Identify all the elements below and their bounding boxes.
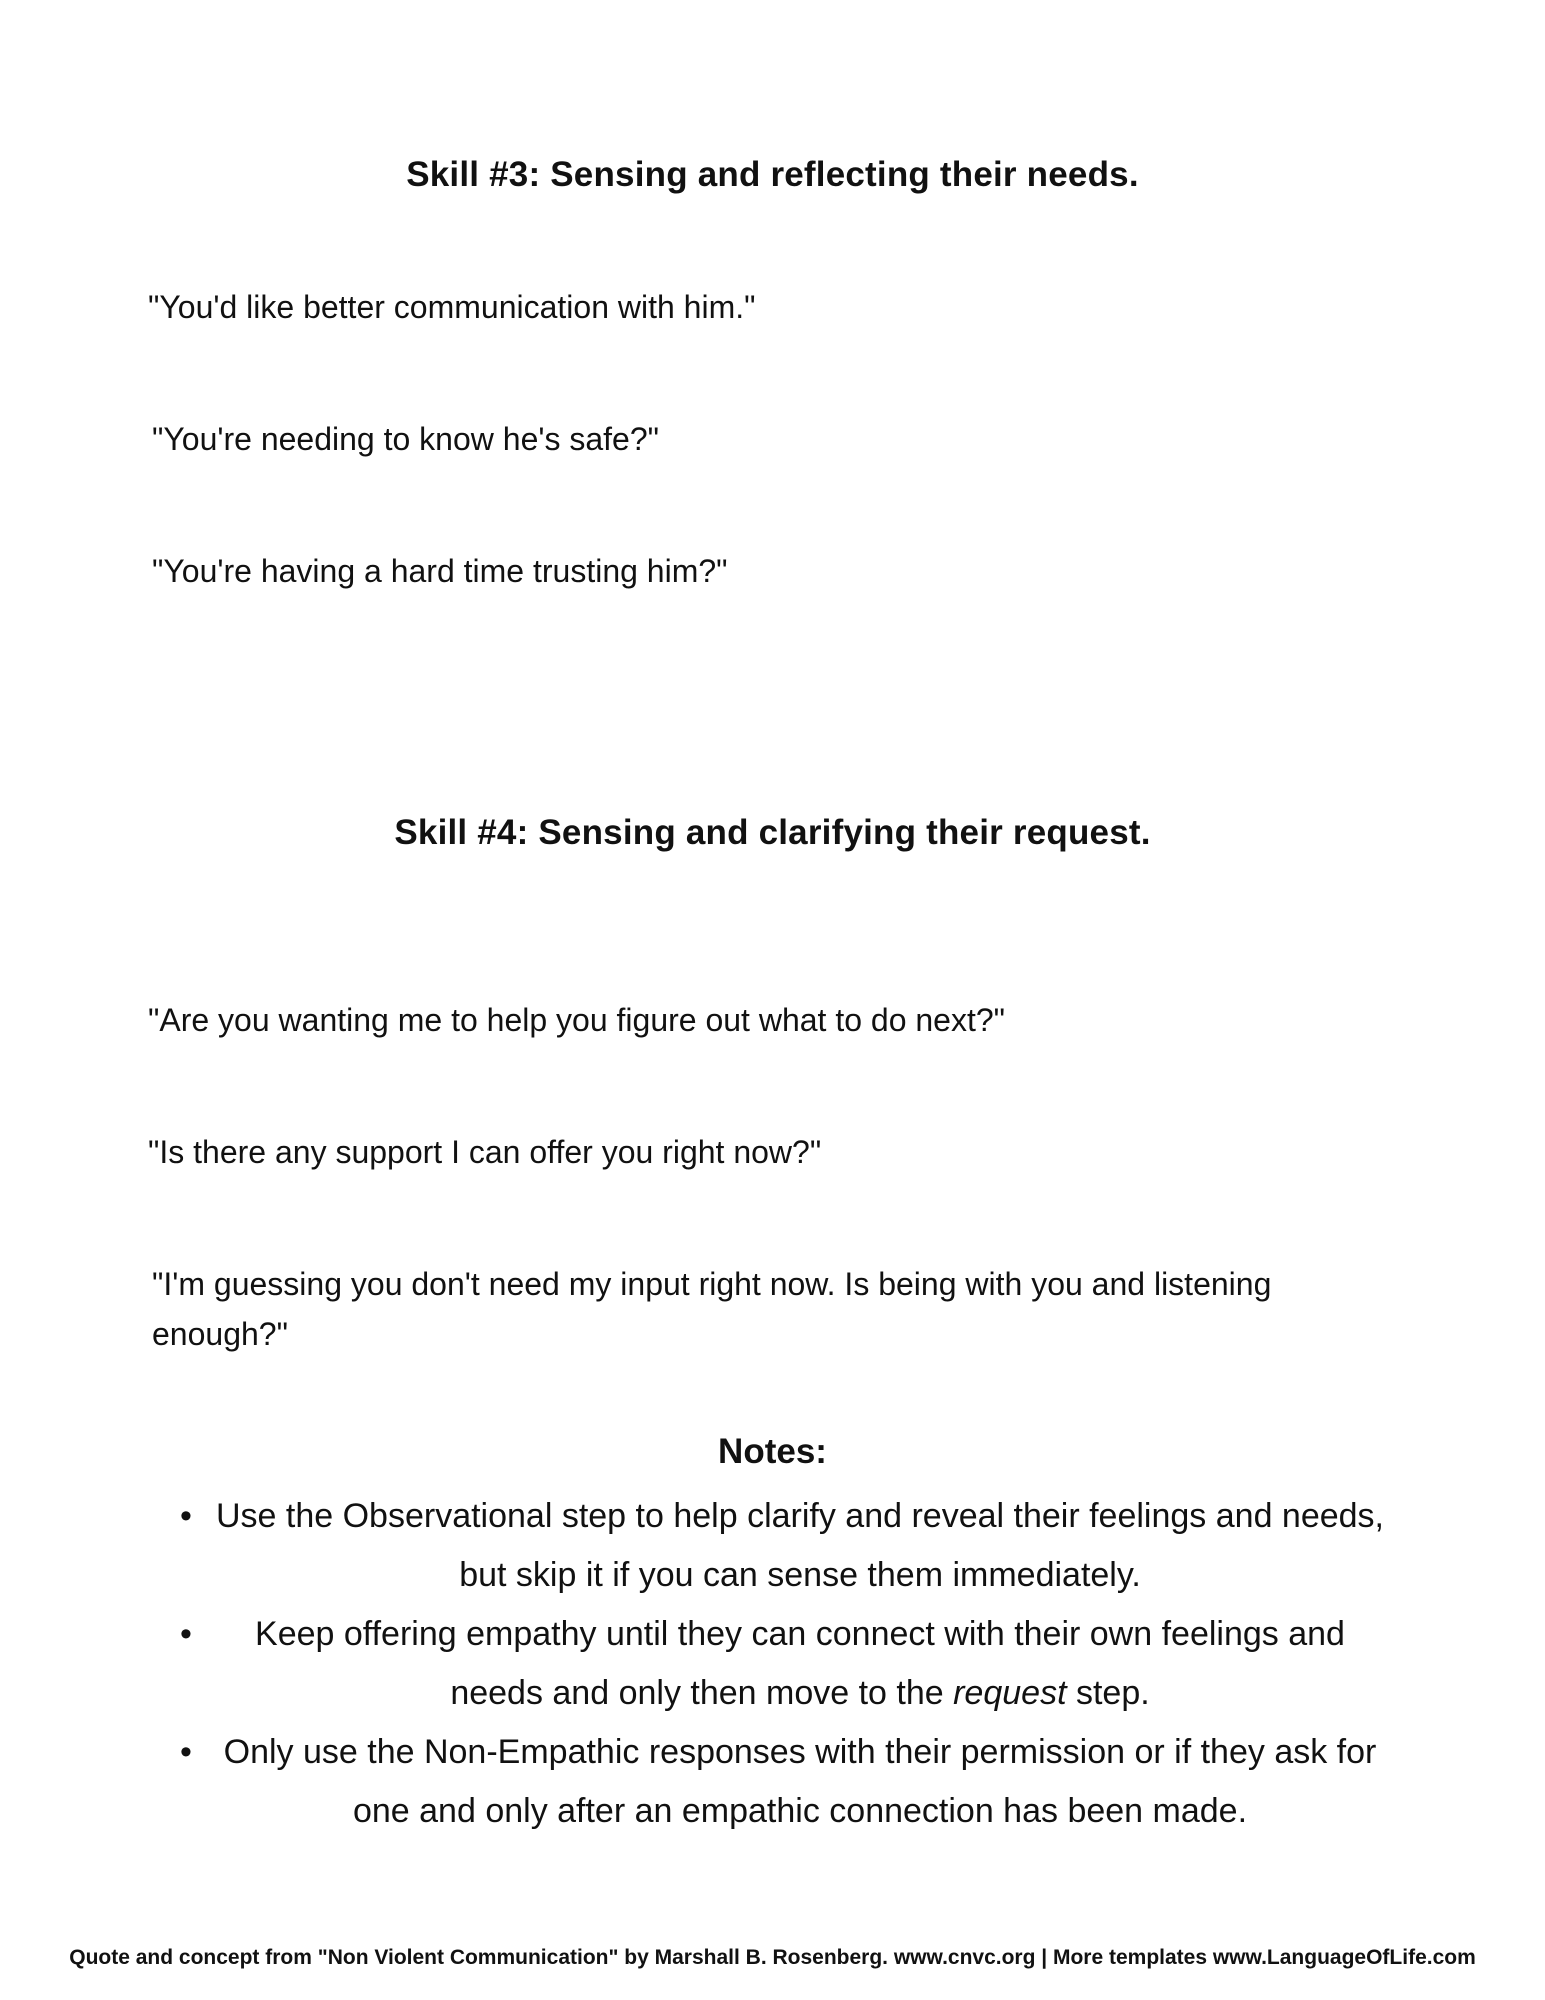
notes-item [150,1723,1390,1841]
notes-item-text-before: Keep offering empathy until they can connect with their own feelings and needs and only then move to the [255,1615,1345,1712]
notes-item-text-after: step. [1066,1674,1150,1712]
notes-item-text: Only use the Non-Empathic responses with their permission or if they ask for one and only after an empathic connection has been made. [223,1733,1377,1830]
bullet-icon: • [180,1733,192,1771]
notes-title: Notes: [718,1432,827,1471]
skill-3-quote-2: "You're needing to know he's safe?" [152,421,659,457]
notes-item-text: Use the Observational step to help clarify and reveal their feelings and needs, but skip it if you can sense them immediately. [215,1497,1385,1594]
bullet-icon: • [180,1497,192,1535]
skill-3-quote-1: "You'd like better communication with him." [148,289,756,325]
notes-list [150,1487,1390,1841]
skill-3-heading: Skill #3: Sensing and reflecting their needs. [406,155,1139,194]
skill-4-quote-3: "I'm guessing you don't need my input right now. Is being with you and listening enough?" [152,1266,1272,1352]
bullet-icon: • [180,1615,192,1653]
skill-3-quote-3: "You're having a hard time trusting him?" [152,553,728,589]
notes-item [150,1605,1390,1723]
notes-item-emphasis: request [953,1674,1067,1712]
footer-credit: Quote and concept from "Non Violent Communication" by Marshall B. Rosenberg. www.cnvc.org | More templates www.LanguageOfLife.com [69,1946,1476,1969]
skill-4-heading: Skill #4: Sensing and clarifying their request. [394,813,1151,852]
notes-item [150,1487,1390,1605]
skill-4-quote-1: "Are you wanting me to help you figure out what to do next?" [148,1002,1006,1038]
skill-4-quote-2: "Is there any support I can offer you right now?" [148,1134,822,1170]
